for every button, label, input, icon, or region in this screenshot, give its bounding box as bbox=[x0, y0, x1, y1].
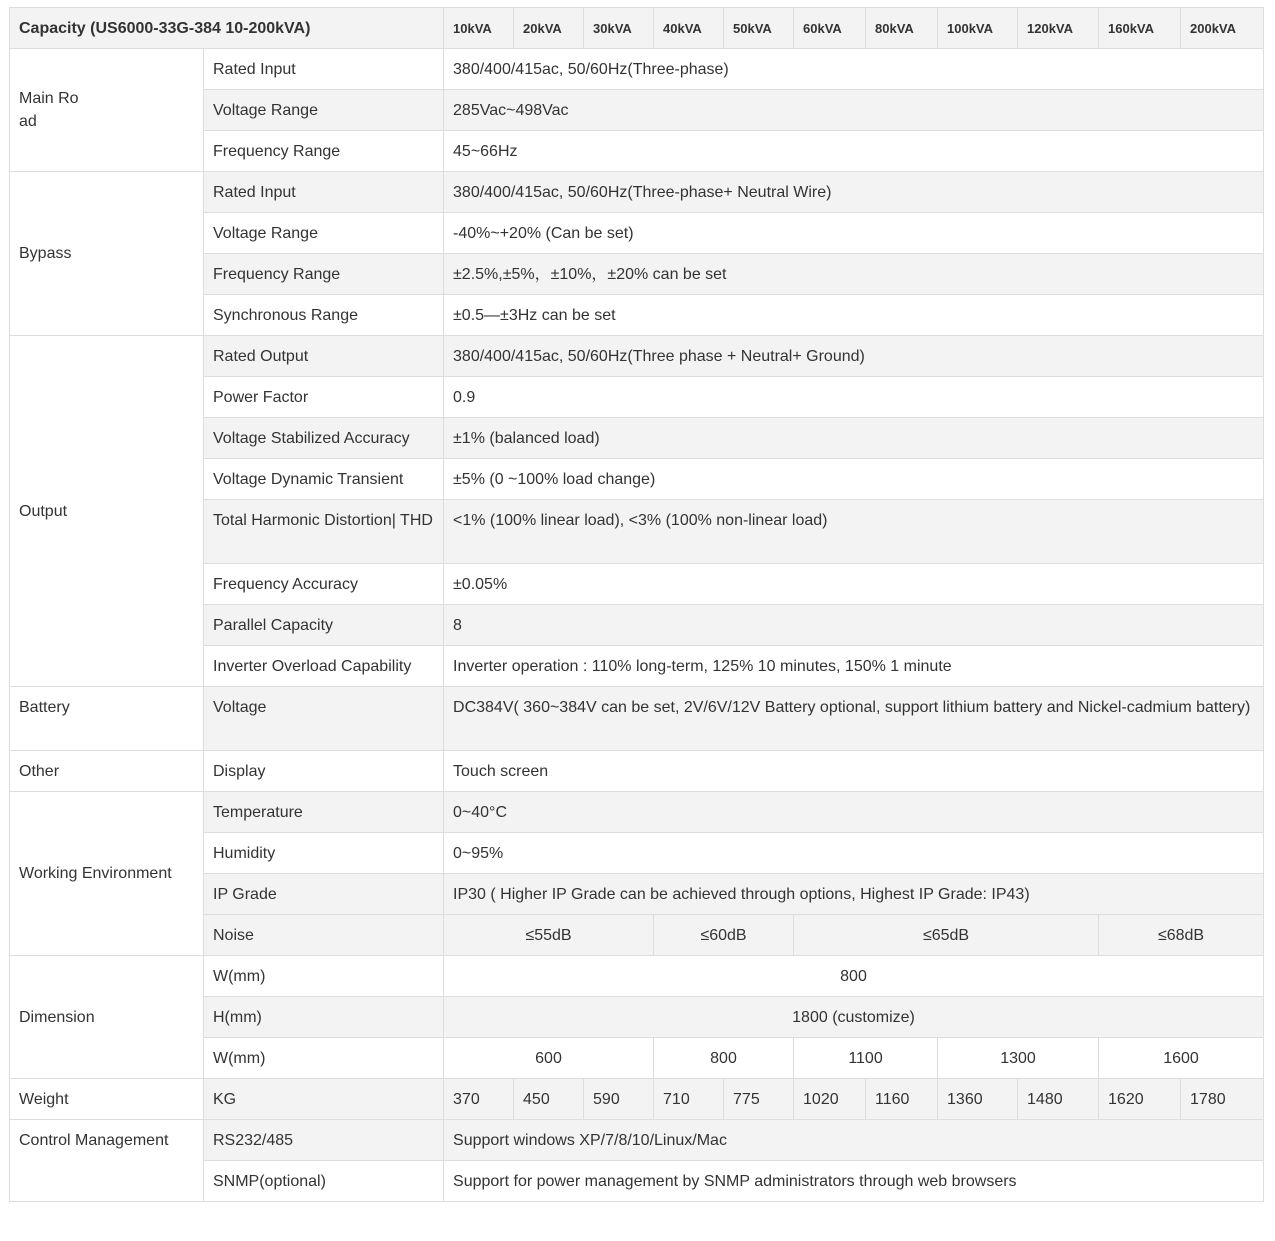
table-row bbox=[10, 956, 1264, 997]
param-value: 0.9 bbox=[444, 377, 1264, 418]
category-label: Main Road bbox=[19, 90, 79, 130]
table-row bbox=[10, 792, 1264, 833]
dimension-value: 600 bbox=[444, 1038, 654, 1079]
param-label: Synchronous Range bbox=[204, 295, 444, 336]
param-label: KG bbox=[204, 1079, 444, 1120]
category-battery: Battery bbox=[10, 687, 204, 751]
capacity-col: 80kVA bbox=[866, 8, 938, 49]
param-label: SNMP(optional) bbox=[204, 1161, 444, 1202]
param-value: ±0.5—±3Hz can be set bbox=[444, 295, 1264, 336]
weight-value: 1020 bbox=[794, 1079, 866, 1120]
param-label: Inverter Overload Capability bbox=[204, 646, 444, 687]
param-label: Humidity bbox=[204, 833, 444, 874]
param-label: RS232/485 bbox=[204, 1120, 444, 1161]
capacity-col: 60kVA bbox=[794, 8, 866, 49]
weight-value: 775 bbox=[724, 1079, 794, 1120]
dimension-value: 1300 bbox=[938, 1038, 1099, 1079]
param-value: 1800 (customize) bbox=[444, 997, 1264, 1038]
table-row bbox=[10, 751, 1264, 792]
param-value: ±5% (0 ~100% load change) bbox=[444, 459, 1264, 500]
param-value: Touch screen bbox=[444, 751, 1264, 792]
weight-value: 450 bbox=[514, 1079, 584, 1120]
param-label: Frequency Range bbox=[204, 131, 444, 172]
table-row bbox=[10, 1079, 1264, 1120]
spec-table bbox=[9, 7, 1264, 1202]
category-other: Other bbox=[10, 751, 204, 792]
weight-value: 590 bbox=[584, 1079, 654, 1120]
param-label: Voltage Dynamic Transient bbox=[204, 459, 444, 500]
table-row bbox=[10, 687, 1264, 751]
param-value: ±1% (balanced load) bbox=[444, 418, 1264, 459]
param-value: 285Vac~498Vac bbox=[444, 90, 1264, 131]
noise-value: ≤60dB bbox=[654, 915, 794, 956]
dimension-value: 800 bbox=[654, 1038, 794, 1079]
param-label: W(mm) bbox=[204, 956, 444, 997]
param-value: 45~66Hz bbox=[444, 131, 1264, 172]
param-value: Support windows XP/7/8/10/Linux/Mac bbox=[444, 1120, 1264, 1161]
param-value: 380/400/415ac, 50/60Hz(Three-phase+ Neutral Wire) bbox=[444, 172, 1264, 213]
weight-value: 1360 bbox=[938, 1079, 1018, 1120]
category-bypass: Bypass bbox=[10, 172, 204, 336]
param-label: Power Factor bbox=[204, 377, 444, 418]
param-value: ±0.05% bbox=[444, 564, 1264, 605]
param-value: -40%~+20% (Can be set) bbox=[444, 213, 1264, 254]
param-label: Voltage Range bbox=[204, 213, 444, 254]
param-label: Frequency Accuracy bbox=[204, 564, 444, 605]
table-row bbox=[10, 1120, 1264, 1161]
param-label: Voltage Range bbox=[204, 90, 444, 131]
param-value: 380/400/415ac, 50/60Hz(Three phase + Neutral+ Ground) bbox=[444, 336, 1264, 377]
table-row bbox=[10, 172, 1264, 213]
param-label: IP Grade bbox=[204, 874, 444, 915]
category-control-management: Control Management bbox=[10, 1120, 204, 1202]
param-value: Inverter operation : 110% long-term, 125% 10 minutes, 150% 1 minute bbox=[444, 646, 1264, 687]
noise-value: ≤55dB bbox=[444, 915, 654, 956]
capacity-col: 120kVA bbox=[1018, 8, 1099, 49]
weight-value: 710 bbox=[654, 1079, 724, 1120]
capacity-col: 160kVA bbox=[1099, 8, 1181, 49]
table-row bbox=[10, 49, 1264, 90]
noise-value: ≤65dB bbox=[794, 915, 1099, 956]
dimension-value: 1600 bbox=[1099, 1038, 1264, 1079]
param-label: Rated Output bbox=[204, 336, 444, 377]
param-value: ±2.5%,±5%，±10%，±20% can be set bbox=[444, 254, 1264, 295]
param-value: 0~95% bbox=[444, 833, 1264, 874]
capacity-col: 50kVA bbox=[724, 8, 794, 49]
dimension-value: 1100 bbox=[794, 1038, 938, 1079]
capacity-col: 30kVA bbox=[584, 8, 654, 49]
capacity-col: 100kVA bbox=[938, 8, 1018, 49]
param-label: Rated Input bbox=[204, 49, 444, 90]
param-label: Total Harmonic Distortion| THD bbox=[204, 500, 444, 564]
param-label: Parallel Capacity bbox=[204, 605, 444, 646]
param-value: IP30 ( Higher IP Grade can be achieved through options, Highest IP Grade: IP43) bbox=[444, 874, 1264, 915]
weight-value: 370 bbox=[444, 1079, 514, 1120]
param-label: Display bbox=[204, 751, 444, 792]
param-label: Temperature bbox=[204, 792, 444, 833]
header-row bbox=[10, 8, 1264, 49]
param-label: Rated Input bbox=[204, 172, 444, 213]
param-label: H(mm) bbox=[204, 997, 444, 1038]
param-label: Voltage Stabilized Accuracy bbox=[204, 418, 444, 459]
weight-value: 1480 bbox=[1018, 1079, 1099, 1120]
param-label: Frequency Range bbox=[204, 254, 444, 295]
table-row bbox=[10, 336, 1264, 377]
param-label: Noise bbox=[204, 915, 444, 956]
capacity-col: 40kVA bbox=[654, 8, 724, 49]
param-value: 380/400/415ac, 50/60Hz(Three-phase) bbox=[444, 49, 1264, 90]
param-value: 8 bbox=[444, 605, 1264, 646]
capacity-col: 10kVA bbox=[444, 8, 514, 49]
weight-value: 1780 bbox=[1181, 1079, 1264, 1120]
capacity-title: Capacity (US6000-33G-384 10-200kVA) bbox=[10, 8, 444, 49]
param-label: Voltage bbox=[204, 687, 444, 751]
param-value: 800 bbox=[444, 956, 1264, 997]
category-dimension: Dimension bbox=[10, 956, 204, 1079]
weight-value: 1620 bbox=[1099, 1079, 1181, 1120]
param-label: W(mm) bbox=[204, 1038, 444, 1079]
capacity-col: 200kVA bbox=[1181, 8, 1264, 49]
param-value: DC384V( 360~384V can be set, 2V/6V/12V Battery optional, support lithium battery and Nickel-cadmium battery) bbox=[444, 687, 1264, 751]
param-value: Support for power management by SNMP administrators through web browsers bbox=[444, 1161, 1264, 1202]
category-working-environment: Working Environment bbox=[10, 792, 204, 956]
weight-value: 1160 bbox=[866, 1079, 938, 1120]
category-output: Output bbox=[10, 336, 204, 687]
param-value: 0~40°C bbox=[444, 792, 1264, 833]
capacity-col: 20kVA bbox=[514, 8, 584, 49]
category-main-road bbox=[10, 49, 204, 172]
param-value: <1% (100% linear load), <3% (100% non-linear load) bbox=[444, 500, 1264, 564]
noise-value: ≤68dB bbox=[1099, 915, 1264, 956]
category-weight: Weight bbox=[10, 1079, 204, 1120]
